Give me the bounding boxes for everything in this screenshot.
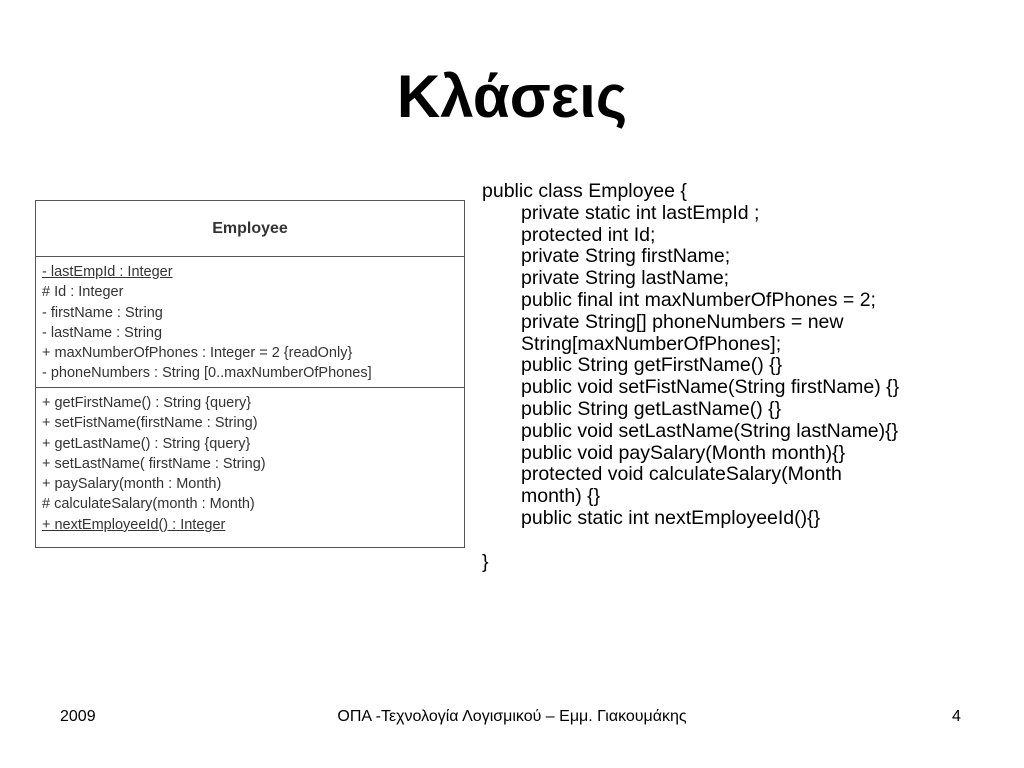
code-line: protected int Id; xyxy=(521,223,656,246)
uml-operation: + getLastName() : String {query} xyxy=(42,435,251,452)
code-listing xyxy=(482,181,982,573)
uml-attributes-section xyxy=(36,257,464,388)
uml-attribute: # Id : Integer xyxy=(42,284,124,301)
slide-title: Κλάσεις xyxy=(396,63,628,130)
code-blank-line xyxy=(482,530,982,552)
uml-operation: + setFistName(firstName : String) xyxy=(42,415,258,432)
footer-year: 2009 xyxy=(60,708,96,725)
code-line: public void setFistName(String firstName) {} xyxy=(521,376,900,399)
code-line: public String getFirstName() {} xyxy=(521,354,783,377)
footer-page-number: 4 xyxy=(952,708,961,725)
code-line: public String getLastName() {} xyxy=(521,397,782,420)
uml-operation: + nextEmployeeId() : Integer xyxy=(42,516,226,533)
uml-operations-section xyxy=(36,388,464,535)
uml-attribute: - lastName : String xyxy=(42,324,163,341)
uml-operation: + getFirstName() : String {query} xyxy=(42,395,252,411)
code-line: } xyxy=(482,550,489,573)
code-line: month) {} xyxy=(521,485,601,508)
footer-course-title: ΟΠΑ -Τεχνολογία Λογισμικού – Εμμ. Γιακουμάκης xyxy=(337,708,687,725)
code-line: private String[] phoneNumbers = new xyxy=(521,310,844,333)
uml-class-diagram xyxy=(35,200,465,548)
uml-operation: # calculateSalary(month : Month) xyxy=(42,496,255,513)
code-line: public void paySalary(Month month){} xyxy=(521,441,846,464)
uml-attribute: - lastEmpId : Integer xyxy=(42,264,173,280)
code-line: private String lastName; xyxy=(521,267,730,290)
code-line: public final int maxNumberOfPhones = 2; xyxy=(521,288,876,311)
uml-class-name: Employee xyxy=(36,201,464,257)
code-line: private static int lastEmpId ; xyxy=(521,201,760,224)
code-line: private String firstName; xyxy=(521,245,731,268)
code-line: String[maxNumberOfPhones]; xyxy=(521,332,782,355)
uml-attribute: - phoneNumbers : String [0..maxNumberOfPhones] xyxy=(42,365,372,382)
uml-operation: + paySalary(month : Month) xyxy=(42,476,222,493)
uml-attribute: - firstName : String xyxy=(42,304,163,321)
uml-operation: + setLastName( firstName : String) xyxy=(42,455,266,472)
code-line: protected void calculateSalary(Month xyxy=(521,463,842,486)
code-line: public class Employee { xyxy=(482,180,687,202)
uml-attribute: + maxNumberOfPhones : Integer = 2 {readOnly} xyxy=(42,345,353,362)
code-line: public void setLastName(String lastName){} xyxy=(521,419,899,442)
code-line: public static int nextEmployeeId(){} xyxy=(521,506,821,529)
